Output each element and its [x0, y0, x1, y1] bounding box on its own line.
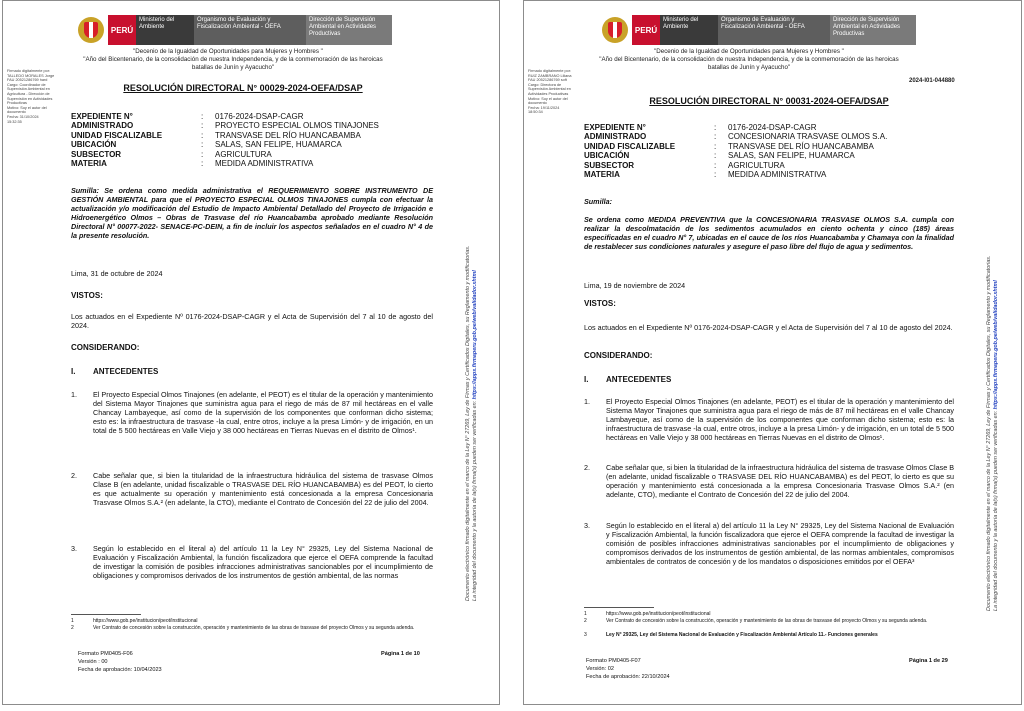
section-number: I. [71, 367, 76, 376]
page-number: Página 1 de 10 [381, 651, 420, 657]
meta-value: 0176-2024-DSAP-CAGR [215, 112, 304, 121]
meta-value: CONCESIONARIA TRASVASE OLMOS S.A. [728, 132, 888, 142]
item-text: Cabe señalar que, si bien la titularidad de la infraestructura hidráulica del sistema de trasvase Olmos Clase B (en adelante, unidad fiscalizable o TRASVASE DEL RÍO HUANCABAMBA) es del PEOT, lo cierto es que actualmente su operación y mantenimiento está concesionada a la empresa Concesionaria Trasvase Olmos S.A.² (en adelante, la CTO), mediante el Contrato de Concesión del 22 de julio del 2004. [93, 471, 433, 507]
document-number: 2024-I01-044880 [909, 78, 955, 84]
meta-value: MEDIDA ADMINISTRATIVA [728, 170, 827, 180]
meta-row: SUBSECTOR : AGRICULTURA [71, 149, 272, 159]
year-motto: "Año del Bicentenario, de la consolidación de nuestra Independencia, y de la conmemoración de las heroicas batallas de Junín y Ayacucho" [599, 56, 899, 71]
meta-value: PROYECTO ESPECIAL OLMOS TINAJONES [215, 121, 379, 131]
document-page-right [523, 0, 1022, 705]
section-number: I. [584, 375, 589, 384]
verification-text-rotated [986, 181, 999, 611]
page-header [78, 15, 392, 45]
meta-key: SUBSECTOR [71, 149, 122, 159]
item-text: El Proyecto Especial Olmos Tinajones (en adelante, el PEOT) es el titular de la operación y mantenimiento del Sistema Mayor Tinajones que suministra agua para el riego de más de 87 mil hectáreas en el valle Chancay Lambayeque, así como de la supervisión de los componentes que conforman dicho sistema; esto es: la infraestructura de trasvase -la cual, entre otros, incluye a la presa Limón- y de irrigación, en un total de 5 500 hectáreas en Valle Viejo y 38 000 hectáreas en Tierras Nuevas en el distrito de Olmos¹. [93, 390, 433, 435]
meta-key: UNIDAD FISCALIZABLE [71, 130, 163, 140]
digital-signature-box: Firmado digitalmente por: TALLEDO MORALES Jorge FAU 20521286769 hard Cargo: Coordinador de Supervisión Ambiental en Agricultura - Dirección de Supervisión en Actividades Productivas Motivo: Soy el autor del documento Fecha: 31/10/2024 15:32:35 [7, 69, 55, 124]
footnote-number: 1 [584, 611, 587, 617]
meta-value: SALAS, SAN FELIPE, HUAMARCA [728, 151, 855, 161]
meta-row: EXPEDIENTE N° : 0176-2024-DSAP-CAGR [584, 123, 817, 132]
item-text: Según lo establecido en el literal a) del artículo 11 la Ley N° 29325, Ley del Sistema Nacional de Evaluación y Fiscalización Ambiental, la función fiscalizadora que ejerce el OEFA comprende la facultad de investigar la comisión de posibles infracciones administrativas sancionables por el incumplimiento de obligaciones y compromisos derivados de los instrumentos de gestión ambiental, de las normas ambientales, compromisos ambientales de contratos de concesión y de los mandatos o disposiciones emitidos por el OEFA³ [606, 521, 954, 566]
page-number: Página 1 de 29 [909, 658, 948, 664]
verification-instructions: La integridad del documento y la autoría de la(s) firma(s) pueden ser verificadas en: [471, 400, 478, 601]
header-direccion: Dirección de Supervisión Ambiental en Actividades Productivas [306, 15, 392, 45]
item-text: El Proyecto Especial Olmos Tinajones (en adelante, PEOT) es el titular de la operación y mantenimiento del Sistema Mayor Tinajones que suministra agua para el riego de más de 87 mil hectáreas en el valle Chancay Lambayeque, así como de la supervisión de los componentes que conforman dicho sistema; esto es: la infraestructura de trasvase -la cual, entre otros, incluye a la presa Limón- y de irrigación, en un total de 5 500 hectáreas en Valle Viejo y 38 000 hectáreas en Tierras Nuevas en el distrito de Olmos¹. [606, 397, 954, 442]
meta-key: UNIDAD FISCALIZABLE [584, 141, 676, 151]
item-number: 2. [71, 471, 77, 480]
footnote-separator [71, 614, 141, 615]
item-text: Cabe señalar que, si bien la titularidad de la infraestructura hidráulica del sistema de trasvase Olmos Clase B (en adelante, unidad fiscalizable o TRASVASE DEL RÍO HUANCABAMBA) es del PEOT, lo cierto es que su operación y mantenimiento está concesionada a la empresa Concesionaria Trasvase Olmos S.A.² (en adelante, CTO), mediante el Contrato de Concesión del 22 de julio del 2004. [606, 463, 954, 499]
form-code: Formato PM0405-F06 [78, 651, 133, 657]
sumilla-label: Sumilla: [584, 197, 612, 206]
footnote-number: 2 [584, 618, 587, 624]
footnote-text: https://www.gob.pe/institucion/peot/institucional [93, 618, 198, 624]
vistos-heading: VISTOS: [71, 291, 103, 300]
header-peru-label: PERÚ [632, 15, 660, 45]
document-page-left [2, 0, 500, 705]
case-metadata [71, 112, 451, 168]
verification-instructions: La integridad del documento y la autoría de la(s) firma(s) pueden ser verificadas en: [992, 410, 999, 611]
header-ministerio: Ministerio del Ambiente [136, 15, 194, 45]
vistos-text: Los actuados en el Expediente Nº 0176-2024-DSAP-CAGR y el Acta de Supervisión del 7 al 10 de agosto del 2024. [71, 312, 433, 330]
year-motto: "Año del Bicentenario, de la consolidación de nuestra Independencia, y de la conmemoración de las heroicas batallas de Junín y Ayacucho" [83, 56, 383, 71]
meta-row: MATERIA : MEDIDA ADMINISTRATIVA [584, 170, 827, 180]
digital-signature-box: Firmado digitalmente por: RUIZ ZAMBRANO Liliana FAU 20521286769 soft Cargo: Directora de Supervisión Ambiental en Actividades Productivas Motivo: Soy el autor del documento Fecha: 19/11/2024 18:50:34 [528, 69, 572, 115]
considerando-heading: CONSIDERANDO: [584, 351, 653, 360]
legal-signature-note: Documento electrónico firmado digitalmente en el marco de la Ley N° 27269, Ley de Firmas y Certificados Digitales, su Reglamento y modificatorias. [986, 255, 992, 611]
section-title: ANTECEDENTES [606, 375, 672, 384]
meta-key: EXPEDIENTE N° [71, 112, 133, 121]
vistos-text: Los actuados en el Expediente Nº 0176-2024-DSAP-CAGR y el Acta de Supervisión del 7 al 10 de agosto del 2024. [584, 323, 953, 332]
meta-key: MATERIA [71, 159, 107, 169]
form-code: Formato PM0405-F07 [586, 658, 641, 664]
coat-of-arms-icon [602, 17, 628, 43]
header-direccion: Dirección de Supervisión Ambiental en Actividades Productivas [830, 15, 916, 45]
meta-key: MATERIA [584, 170, 620, 180]
footnote-text: Ver Contrato de concesión sobre la construcción, operación y mantenimiento de las obras de trasvase del proyecto Olmos y su segunda adenda. [606, 618, 928, 624]
meta-row: ADMINISTRADO : CONCESIONARIA TRASVASE OLMOS S.A. [584, 132, 888, 142]
meta-row: MATERIA : MEDIDA ADMINISTRATIVA [71, 159, 314, 169]
footnote-separator [584, 607, 654, 608]
header-ministerio: Ministerio del Ambiente [660, 15, 718, 45]
meta-key: UBICACIÓN [584, 151, 630, 161]
meta-key: UBICACIÓN [71, 140, 117, 150]
meta-row: UBICACIÓN : SALAS, SAN FELIPE, HUAMARCA [584, 151, 855, 161]
coat-of-arms-icon [78, 17, 104, 43]
meta-value: TRANSVASE DEL RÍO HUANCABAMBA [728, 141, 874, 151]
header-peru-label: PERÚ [108, 15, 136, 45]
item-number: 3. [71, 544, 77, 553]
item-number: 1. [71, 390, 77, 399]
section-title: ANTECEDENTES [93, 367, 159, 376]
resolution-title: RESOLUCIÓN DIRECTORAL N° 00031-2024-OEFA/DSAP [649, 96, 889, 106]
resolution-title: RESOLUCIÓN DIRECTORAL N° 00029-2024-OEFA/DSAP [123, 83, 363, 93]
resolution-date: Lima, 19 de noviembre de 2024 [584, 281, 686, 290]
footnote-number: 2 [71, 625, 74, 631]
footnote-number: 1 [71, 618, 74, 624]
meta-row: UNIDAD FISCALIZABLE : TRANSVASE DEL RÍO HUANCABAMBA [584, 141, 874, 151]
item-text: Según lo establecido en el literal a) del artículo 11 la Ley N° 29325, Ley del Sistema Nacional de Evaluación y Fiscalización Ambiental, la función fiscalizadora que ejerce el OEFA comprende la facultad de investigar la comisión de posibles infracciones administrativas sancionables por el incumplimiento de obligaciones y compromisos derivados de los instrumentos de gestión ambiental, de las normas [93, 544, 433, 580]
meta-row: UNIDAD FISCALIZABLE : TRANSVASE DEL RÍO HUANCABAMBA [71, 130, 361, 140]
meta-row: ADMINISTRADO : PROYECTO ESPECIAL OLMOS TINAJONES [71, 121, 379, 131]
validator-link[interactable]: https://apps.firmaperu.gob.pe/web/validador.xhtml [471, 270, 478, 400]
legal-signature-note: Documento electrónico firmado digitalmente en el marco de la Ley N° 27269, Ley de Firmas y Certificados Digitales, su Reglamento y modificatorias. [465, 245, 471, 601]
sumilla-text: Sumilla: Se ordena como medida administrativa el REQUERIMIENTO SOBRE INSTRUMENTO DE GESTIÓN AMBIENTAL para que el PROYECTO ESPECIAL OLMOS TINAJONES cumpla con efectuar la actualización y/o modificación del Estudio de Impacto Ambiental Detallado del Proyecto de Irrigación e Hidroenergético Olmos – Obras de Trasvase del río Huancabamba aprobado mediante Resolución Directoral N° 00077-2022- SENACE-PC-DEIN, a fin de incluir los aspectos señalados en el cuadro N° 4 de la presente resolución. [71, 186, 433, 240]
form-approval-date: Fecha de aprobación: 22/10/2024 [586, 674, 670, 680]
meta-row: UBICACIÓN : SALAS, SAN FELIPE, HUAMARCA [71, 140, 342, 150]
item-number: 2. [584, 463, 590, 472]
page-header [602, 15, 916, 45]
item-number: 1. [584, 397, 590, 406]
verification-text-rotated [465, 171, 478, 601]
footnote-text: Ver Contrato de concesión sobre la construcción, operación y mantenimiento de las obras de trasvase del proyecto Olmos y su segunda adenda. [93, 625, 415, 631]
meta-value: MEDIDA ADMINISTRATIVA [215, 159, 314, 169]
form-version: Versión: 02 [586, 666, 614, 672]
meta-key: SUBSECTOR [584, 160, 635, 170]
meta-key: ADMINISTRADO [584, 132, 647, 142]
meta-value: TRANSVASE DEL RÍO HUANCABAMBA [215, 130, 361, 140]
meta-value: 0176-2024-DSAP-CAGR [728, 123, 817, 132]
footnote-number: 3 [584, 632, 587, 638]
meta-value: AGRICULTURA [728, 160, 785, 170]
meta-value: SALAS, SAN FELIPE, HUAMARCA [215, 140, 342, 150]
footnote-text: Ley N° 29325, Ley del Sistema Nacional de Evaluación y Fiscalización Ambiental Artículo 11.- Funciones generales [606, 632, 878, 638]
meta-value: AGRICULTURA [215, 149, 272, 159]
header-organismo: Organismo de Evaluación y Fiscalización Ambiental - OEFA [194, 15, 306, 45]
header-organismo: Organismo de Evaluación y Fiscalización Ambiental - OEFA [718, 15, 830, 45]
form-approval-date: Fecha de aprobación: 10/04/2023 [78, 667, 162, 673]
footnote-text: https://www.gob.pe/institucion/peot/institucional [606, 611, 711, 617]
meta-key: EXPEDIENTE N° [584, 123, 646, 132]
validator-link[interactable]: https://apps.firmaperu.gob.pe/web/validador.xhtml [992, 280, 999, 410]
form-version: Versión : 00 [78, 659, 108, 665]
resolution-date: Lima, 31 de octubre de 2024 [71, 269, 163, 278]
meta-key: ADMINISTRADO [71, 121, 134, 131]
sumilla-text: Se ordena como MEDIDA PREVENTIVA que la CONCESIONARIA TRASVASE OLMOS S.A. cumpla con realizar la descolmatación de los sedimentos acumulados en ciento ochenta y cinco (185) áreas especificadas en el cuadro N° 7, ubicadas en el cauce de los ríos Huancabamba y Chamaya con la finalidad de restablecer sus condiciones naturales y asegure el paso libre del flujo de agua y sedimentos. [584, 215, 954, 251]
item-number: 3. [584, 521, 590, 530]
vistos-heading: VISTOS: [584, 299, 616, 308]
case-metadata [584, 123, 964, 179]
decade-motto: "Decenio de la Igualdad de Oportunidades para Mujeres y Hombres " [133, 48, 323, 55]
decade-motto: "Decenio de la Igualdad de Oportunidades para Mujeres y Hombres " [654, 48, 844, 55]
meta-row: SUBSECTOR : AGRICULTURA [584, 160, 785, 170]
considerando-heading: CONSIDERANDO: [71, 343, 140, 352]
meta-row: EXPEDIENTE N° : 0176-2024-DSAP-CAGR [71, 112, 304, 121]
